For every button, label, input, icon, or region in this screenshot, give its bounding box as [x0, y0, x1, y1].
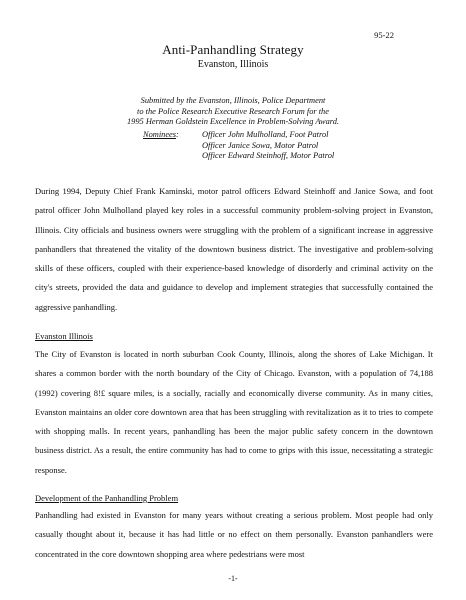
intro-paragraph: [35, 182, 433, 317]
submission-line: to the Police Research Executive Research Forum for the: [137, 106, 329, 116]
page-number: -1-: [228, 574, 238, 583]
panhandling-paragraph: [35, 506, 433, 564]
document-title: Anti-Panhandling Strategy: [162, 42, 304, 57]
panhandling-paragraph-text: Panhandling had existed in Evanston for many years without creating a serious problem. Most people had only casually thought about it, because it has had little or no effect on them personally. Evanston panhandlers were concentrated in the core downtown shopping area where pedestrians were most: [35, 510, 433, 559]
nominee: Officer Janice Sowa, Motor Patrol: [202, 140, 319, 150]
evanston-paragraph: [35, 345, 433, 480]
submission-line: 1995 Herman Goldstein Excellence in Problem-Solving Award.: [126, 117, 340, 127]
nominees-block: Nominees: Officer John Mulholland, Foot Patrol Officer Janice Sowa, Motor Patrol Officer Edward Steinhoff, Motor Patrol: [143, 130, 335, 161]
submission-line: Submitted by the Evanston, Illinois, Police Department: [140, 96, 326, 105]
nominee: Officer Edward Steinhoff, Motor Patrol: [202, 151, 335, 161]
section-heading-panhandling: Development of the Panhandling Problem: [35, 493, 179, 503]
evanston-paragraph-text: The City of Evanston is located in north suburban Cook County, Illinois, along the shores of Lake Michigan. It shares a common border with the north boundary of the City of Chicago. Evanston, with a population of 74,188 (1992) covering 8!£ square miles, is a socially, racially and economically diverse community. As in many cities, Evanston maintains an older core downtown area that has been struggling with revitalization as it to tries to compete with shopping malls. In recent years, panhandling has been the major public safety concern in the downtown business district. As a result, the entire community has had to come to grips with this issue, necessitating a strategic response.: [35, 349, 433, 475]
section-heading-evanston: Evanston Illinois: [35, 331, 93, 341]
document-number: 95-22: [374, 30, 394, 40]
document-subtitle: Evanston, Illinois: [197, 59, 269, 70]
intro-paragraph-text: During 1994, Deputy Chief Frank Kaminski, motor patrol officers Edward Steinhoff and Janice Sowa, and foot patrol officer John Mulholland played key roles in a successful community problem-solving project in Evanston, Illinois. City officials and business owners were struggling with the problem of a significant increase in aggressive panhandlers that threatened the vitality of the downtown business district. The investigative and problem-solving skills of these officers, coupled with their experience-based knowledge of disorderly and criminal activity on the city's streets, provided the data and guidance to develop and implement strategies that successfully contained the aggressive panhandling.: [35, 186, 433, 312]
submission-statement: [0, 96, 466, 128]
nominees-label: Nominees: [143, 130, 177, 139]
nominee: Officer John Mulholland, Foot Patrol: [202, 130, 329, 139]
